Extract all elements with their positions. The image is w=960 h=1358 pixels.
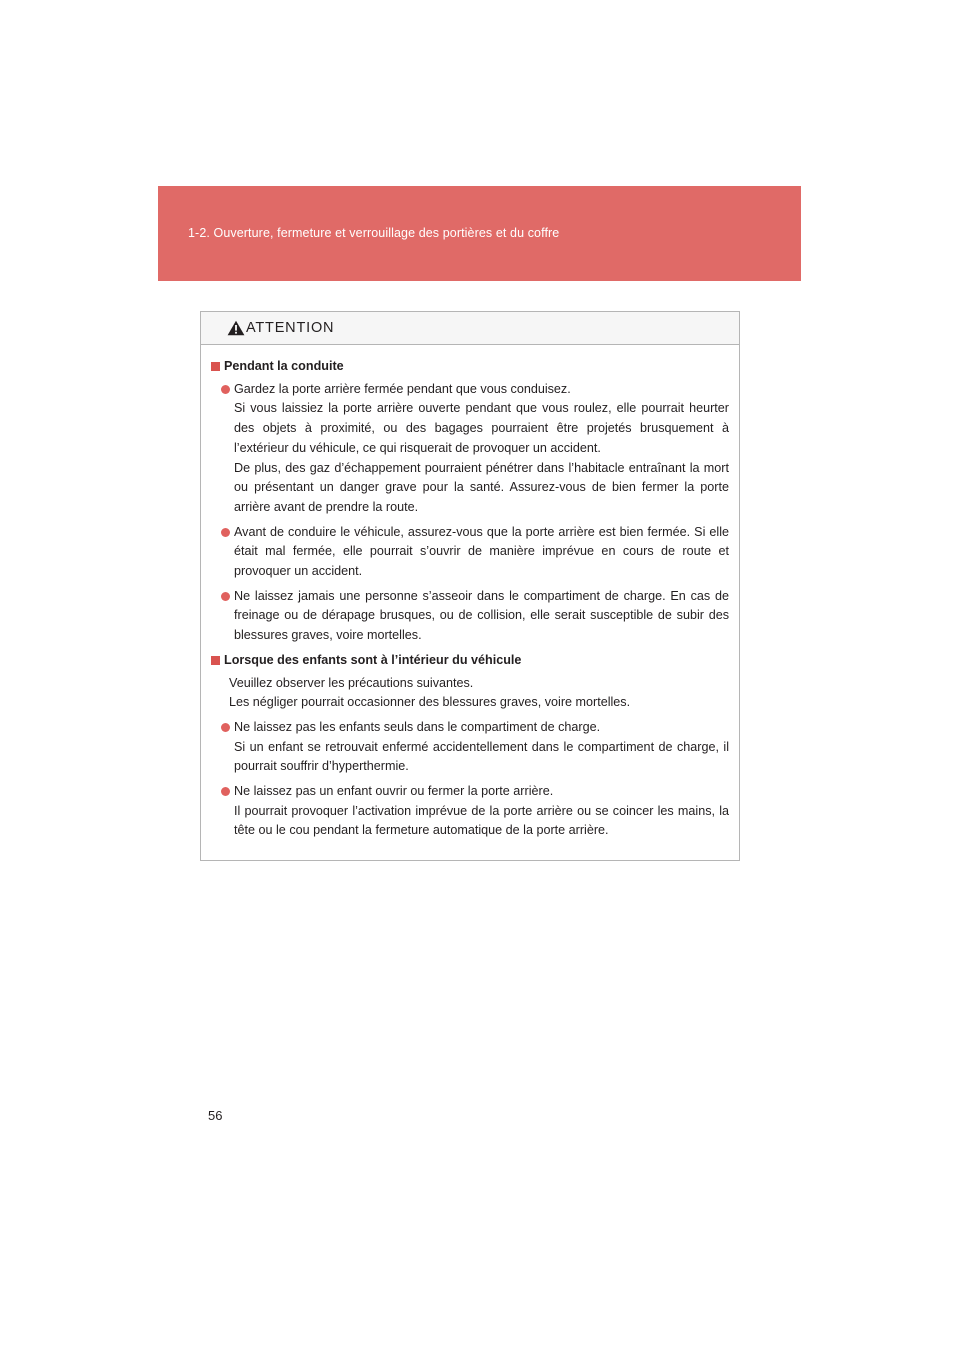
- warning-box: [200, 311, 740, 861]
- bullet-icon: [221, 528, 230, 537]
- bullet-icon: [221, 592, 230, 601]
- list-item: Gardez la porte arrière fermée pendant que vous conduisez. Si vous laissiez la porte arrière ouverte pendant que vous roulez, elle pourrait heurter des objets à proximité, ou des bagages pourraient être projetés brusquement à l’extérieur du véhicule, ce qui risquerait de provoquer un accident. De plus, des gaz d’échappement pourraient pénétrer dans l’habitacle entraînant la mort ou présentant un danger grave pour la santé. Assurez-vous de bien fermer la porte arrière avant de prendre la route.: [221, 380, 729, 518]
- section-header-band: [158, 186, 801, 281]
- section-title: 1-2. Ouverture, fermeture et verrouillage des portières et du coffre: [188, 226, 560, 240]
- warning-triangle-icon: [227, 320, 245, 336]
- bullet-icon: [221, 385, 230, 394]
- section-heading-driving: Pendant la conduite: [211, 357, 729, 377]
- warning-header: [201, 312, 739, 345]
- bullet-icon: [221, 723, 230, 732]
- warning-title: ATTENTION: [246, 320, 335, 336]
- section-intro: Veuillez observer les précautions suivantes. Les négliger pourrait occasionner des blessures graves, voire mortelles.: [229, 675, 631, 710]
- bullet-icon: [221, 787, 230, 796]
- list-item: Ne laissez pas un enfant ouvrir ou fermer la porte arrière. Il pourrait provoquer l’activation imprévue de la porte arrière ou se coincer les mains, la tête ou le cou pendant la fermeture automatique de la porte arrière.: [221, 782, 729, 841]
- square-bullet-icon: [211, 656, 220, 665]
- warning-content: [201, 345, 739, 841]
- page-number: 56: [208, 1108, 223, 1123]
- section-heading-children: Lorsque des enfants sont à l’intérieur du véhicule: [211, 651, 729, 671]
- list-item: Ne laissez jamais une personne s’asseoir dans le compartiment de charge. En cas de freinage ou de dérapage brusques, ou de collision, elle serait susceptible de subir des blessures graves, voire mortelles.: [221, 587, 729, 646]
- list-item: Avant de conduire le véhicule, assurez-vous que la porte arrière est bien fermée. Si elle était mal fermée, elle pourrait s’ouvrir de manière imprévue en cours de route et provoquer un accident.: [221, 523, 729, 582]
- square-bullet-icon: [211, 362, 220, 371]
- list-item: Ne laissez pas les enfants seuls dans le compartiment de charge. Si un enfant se retrouvait enfermé accidentellement dans le compartiment de charge, il pourrait souffrir d’hyperthermie.: [221, 718, 729, 777]
